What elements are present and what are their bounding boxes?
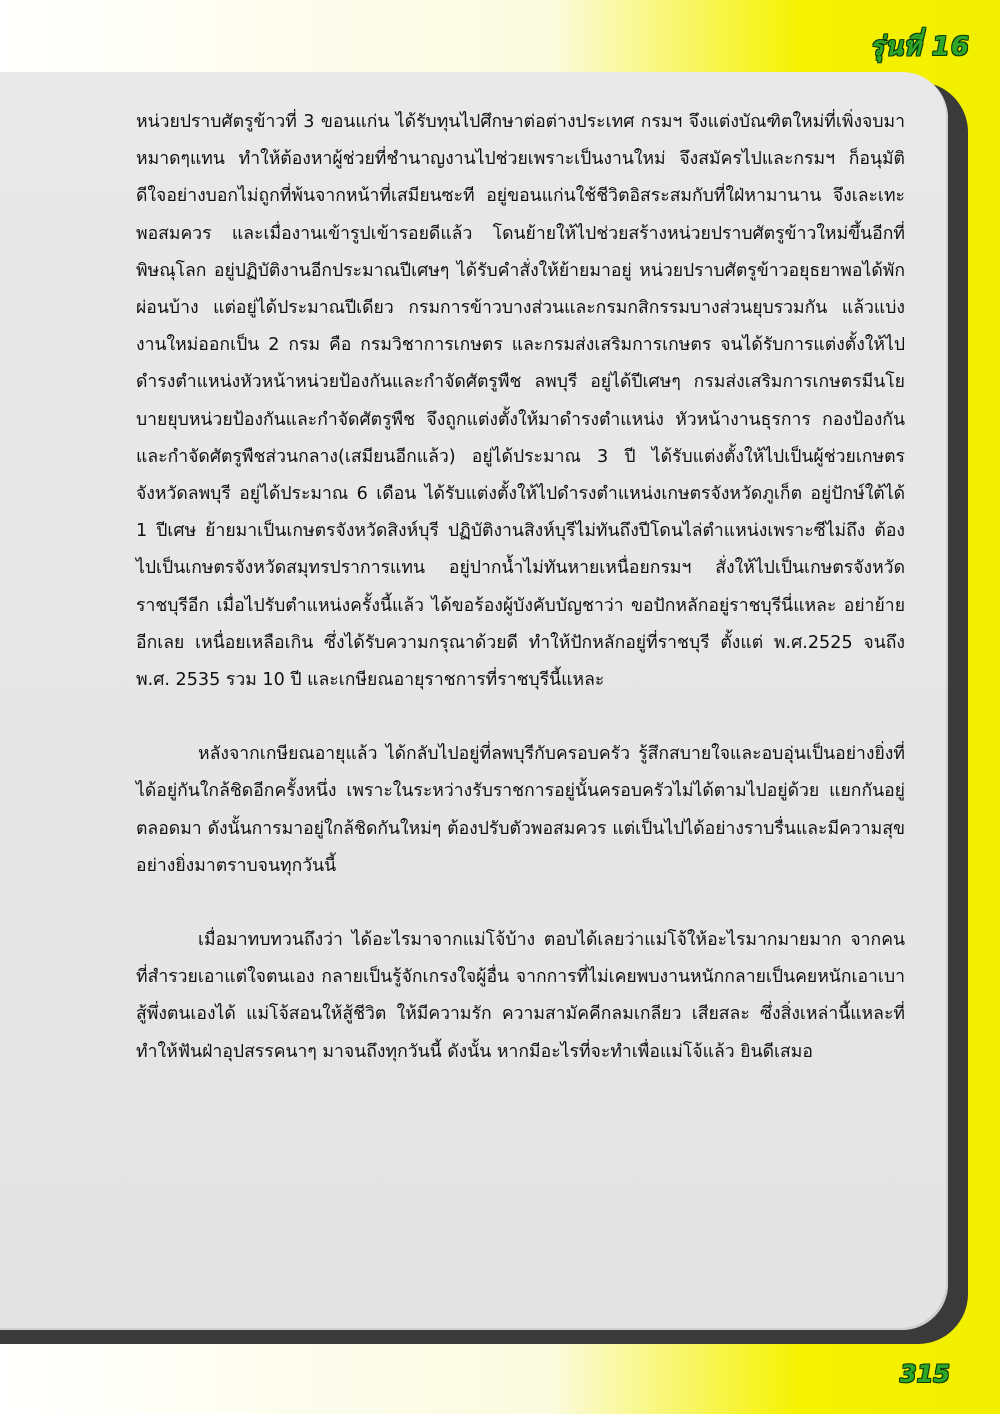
page-number: 315 [899,1360,950,1388]
paragraph-1: หน่วยปราบศัตรูข้าวที่ 3 ขอนแก่น ได้รับทุนไปศึกษาต่อต่างประเทศ กรมฯ จึงแต่งบัณฑิตใหม่ที่เพิ่งจบมาหมาดๆแทน ทำให้ต้องหาผู้ช่วยที่ชำนาญงานไปช่วยเพราะเป็นงานใหม่ จึงสมัครไปและกรมฯ ก็อนุมัติ ดีใจอย่างบอกไม่ถูกที่พ้นจากหน้าที่เสมียนซะที อยู่ขอนแก่นใช้ชีวิตอิสระสมกับที่ใฝ่หามานาน จึงเละเทะพอสมควร และเมื่องานเข้ารูปเข้ารอยดีแล้ว โดนย้ายให้ไปช่วยสร้างหน่วยปราบศัตรูข้าวใหม่ขึ้นอีกที่พิษณุโลก อยู่ปฏิบัติงานอีกประมาณปีเศษๆ ได้รับคำสั่งให้ย้ายมาอยู่ หน่วยปราบศัตรูข้าวอยุธยาพอได้พักผ่อนบ้าง แต่อยู่ได้ประมาณปีเดียว กรมการข้าวบางส่วนและกรมกสิกรรมบางส่วนยุบรวมกัน แล้วแบ่งงานใหม่ออกเป็น 2 กรม คือ กรมวิชาการเกษตร และกรมส่งเสริมการเกษตร จนได้รับการแต่งตั้งให้ไปดำรงตำแหน่งหัวหน้าหน่วยป้องกันและกำจัดศัตรูพืช ลพบุรี อยู่ได้ปีเศษๆ กรมส่งเสริมการเกษตรมีนโยบายยุบหน่วยป้องกันและกำจัดศัตรูพืช จึงถูกแต่งตั้งให้มาดำรงตำแหน่ง หัวหน้างานธุรการ กองป้องกันและกำจัดศัตรูพืชส่วนกลาง(เสมียนอีกแล้ว) อยู่ได้ประมาณ 3 ปี ได้รับแต่งตั้งให้ไปเป็นผู้ช่วยเกษตรจังหวัดลพบุรี อยู่ได้ประมาณ 6 เดือน ได้รับแต่งตั้งให้ไปดำรงตำแหน่งเกษตรจังหวัดภูเก็ต อยู่ปักษ์ใต้ได้ 1 ปีเศษ ย้ายมาเป็นเกษตรจังหวัดสิงห์บุรี ปฏิบัติงานสิงห์บุรีไม่ทันถึงปีโดนไล่ตำแหน่งเพราะซีไม่ถึง ต้องไปเป็นเกษตรจังหวัดสมุทรปราการแทน อยู่ปากน้ำไม่ทันหายเหนื่อยกรมฯ สั่งให้ไปเป็นเกษตรจังหวัดราชบุรีอีก เมื่อไปรับตำแหน่งครั้งนี้แล้ว ได้ขอร้องผู้บังคับบัญชาว่า ขอปักหลักอยู่ราชบุรีนี่แหละ อย่าย้ายอีกเลย เหนื่อยเหลือเกิน ซึ่งได้รับความกรุณาด้วยดี ทำให้ปักหลักอยู่ที่ราชบุรี ตั้งแต่ พ.ศ.2525 จนถึง พ.ศ. 2535 รวม 10 ปี และเกษียณอายุราชการที่ราชบุรีนี้แหละ [136,112,905,691]
paragraph-2: หลังจากเกษียณอายุแล้ว ได้กลับไปอยู่ที่ลพบุรีกับครอบครัว รู้สึกสบายใจและอบอุ่นเป็นอย่างยิ่งที่ได้อยู่กันใกล้ชิดอีกครั้งหนึ่ง เพราะในระหว่างรับราชการอยู่นั้นครอบครัวไม่ได้ตามไปอยู่ด้วย แยกกันอยู่ตลอดมา ดังนั้นการมาอยู่ใกล้ชิดกันใหม่ๆ ต้องปรับตัวพอสมควร แต่เป็นไปได้อย่างราบรื่นและมีความสุขอย่างยิ่งมาตราบจนทุกวันนี้ [136,744,905,876]
header-band [0,0,1000,80]
edition-label: รุ่นที่ 16 [869,32,970,62]
paragraph-3: เมื่อมาทบทวนถึงว่า ได้อะไรมาจากแม่โจ้บ้าง ตอบได้เลยว่าแม่โจ้ให้อะไรมากมายมาก จากคนที่สำรวยเอาแต่ใจตนเอง กลายเป็นรู้จักเกรงใจผู้อื่น จากการที่ไม่เคยพบงานหนักกลายเป็นคยหนักเอาเบาสู้พึ่งตนเองได้ แม่โจ้สอนให้สู้ชีวิต ให้มีความรัก ความสามัคคีกลมเกลียว เสียสละ ซึ่งสิ่งเหล่านี้แหละที่ทำให้ฟันฝ่าอุปสรรคนาๆ มาจนถึงทุกวันนี้ ดังนั้น หากมีอะไรที่จะทำเพื่อแม่โจ้แล้ว ยินดีเสมอ [136,930,905,1062]
article-body [136,104,905,1071]
